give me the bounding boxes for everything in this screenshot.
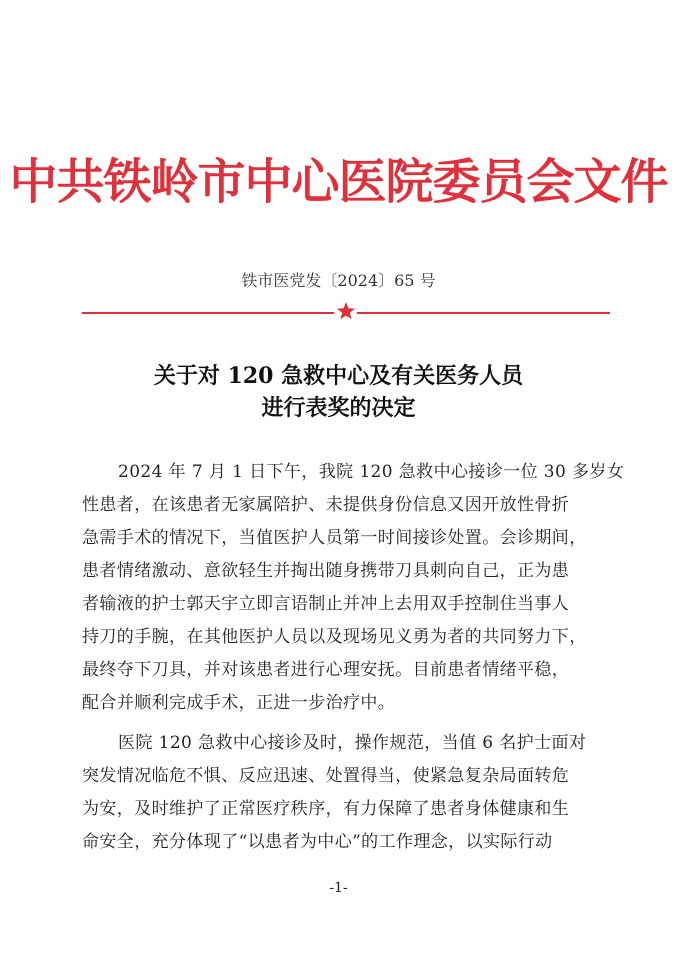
body-line: 急需手术的情况下，当值医护人员第一时间接诊处置。会诊期间， <box>82 528 587 548</box>
document-title-line-1: 关于对 120 急救中心及有关医务人员 <box>153 363 524 389</box>
body-line: 2024 年 7 月 1 日下午，我院 120 急救中心接诊一位 30 多岁女 <box>118 462 625 482</box>
body-line: 突发情况临危不惧、反应迅速、处置得当，使紧急复杂局面转危 <box>82 766 570 786</box>
masthead-title: 中共铁岭市中心医院委员会文件 <box>9 154 668 210</box>
document-number: 铁市医党发〔2024〕65 号 <box>241 271 436 290</box>
star-icon <box>336 301 356 321</box>
divider-line-left <box>82 312 334 314</box>
body-line: 为安，及时维护了正常医疗秩序，有力保障了患者身体健康和生 <box>82 799 570 819</box>
page-number: -1- <box>329 880 348 896</box>
body-line: 患者情绪激动、意欲轻生并掏出随身携带刀具刺向自己，正为患 <box>82 561 570 581</box>
body-line: 性患者，在该患者无家属陪护、未提供身份信息又因开放性骨折 <box>82 495 570 515</box>
body-line: 医院 120 急救中心接诊及时，操作规范，当值 6 名护士面对 <box>118 733 587 753</box>
body-line: 配合并顺利完成手术，正进一步治疗中。 <box>82 693 396 713</box>
divider-line-right <box>357 312 610 314</box>
body-line: 最终夺下刀具，并对该患者进行心理安抚。目前患者情绪平稳， <box>82 660 570 680</box>
document-title-line-2: 进行表奖的决定 <box>261 395 416 421</box>
body-line: 者输液的护士郭天宇立即言语制止并冲上去用双手控制住当事人 <box>82 594 570 614</box>
body-line: 命安全，充分体现了“以患者为中心”的工作理念，以实际行动 <box>82 832 553 852</box>
body-line: 持刀的手腕，在其他医护人员以及现场见义勇为者的共同努力下， <box>82 627 587 647</box>
